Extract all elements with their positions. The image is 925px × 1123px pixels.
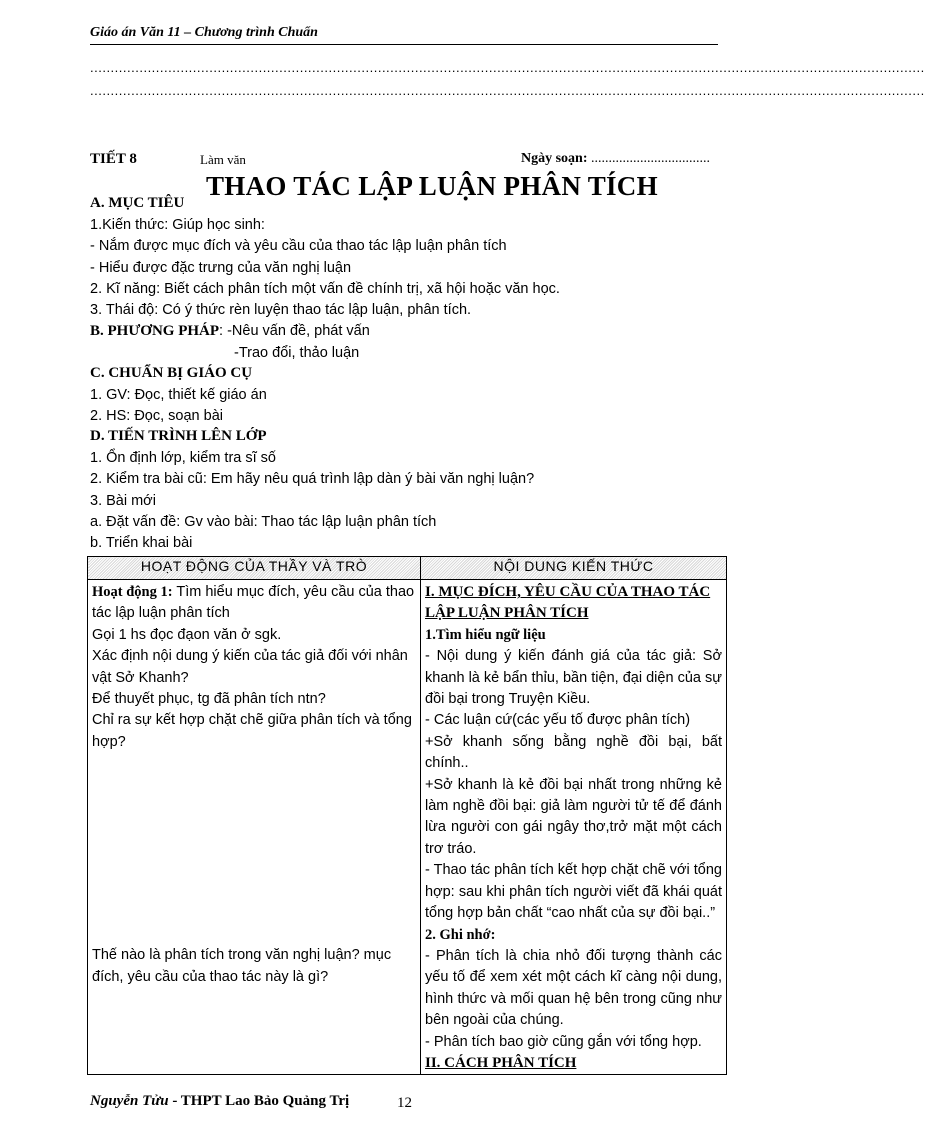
section-d2: 2. Kiểm tra bài cũ: Em hãy nêu quá trình lập dàn ý bài văn nghị luận? (90, 471, 535, 487)
section-d-title: D. TIẾN TRÌNH LÊN LỚP (90, 428, 267, 444)
dotted-line-1: ........................................................................................................................................................................................................... (90, 60, 925, 75)
content-paragraph: - Phân tích bao giờ cũng gắn với tổng hợp. (425, 1033, 702, 1050)
activity-1-text: Tìm hiểu mục đích, yêu cầu của thao tác lập luận phân tích (92, 584, 415, 622)
activity-line: Chỉ ra sự kết hợp chặt chẽ giữa phân tích và tổng hợp? (92, 712, 412, 750)
page-title: THAO TÁC LẬP LUẬN PHÂN TÍCH (206, 171, 658, 201)
section-c-title: C. CHUẨN BỊ GIÁO CỤ (90, 365, 253, 381)
content-paragraph: +Sở khanh sống bằng nghề đồi bại, bất chính.. (425, 733, 722, 772)
activity-line: Xác định nội dung ý kiến của tác giả đối với nhân vật Sở Khanh? (92, 648, 408, 686)
section-d3b: b. Triển khai bài (90, 535, 193, 551)
section-a1a: - Nắm được mục đích và yêu cầu của thao tác lập luận phân tích (90, 238, 507, 254)
section-d1: 1. Ổn định lớp, kiểm tra sĩ số (90, 450, 277, 466)
section-b2: -Trao đổi, thảo luận (234, 345, 360, 361)
date-label: Ngày soạn: (521, 151, 588, 166)
content-cell (421, 580, 727, 1075)
header-rule (90, 44, 718, 45)
activity-1 (92, 582, 416, 625)
section-c1: 1. GV: Đọc, thiết kế giáo án (90, 387, 267, 403)
activity-line: Thế nào là phân tích trong văn nghị luận? mục đích, yêu cầu của thao tác này là gì? (92, 947, 392, 985)
content-paragraph: - Nội dung ý kiến đánh giá của tác giả: Sở khanh là kẻ bẩn thỉu, bần tiện, đại diện của sự đồi bại trong Truyện Kiều. (425, 648, 722, 708)
lesson-table (87, 556, 727, 1075)
content-subsection-2: 2. Ghi nhớ: (425, 926, 496, 943)
table-header-content: NỘI DUNG KIẾN THỨC (421, 557, 727, 580)
content-paragraph: - Phân tích là chia nhỏ đối tượng thành các yếu tố để xem xét một cách kĩ càng nội dung, hình thức và mối quan hệ bên trong cũng như bên ngoài của chúng. (425, 947, 722, 1029)
section-d3: 3. Bài mới (90, 493, 156, 509)
lesson-number: TIẾT 8 (90, 151, 137, 167)
activity-line: Gọi 1 hs đọc đạon văn ở sgk. (92, 626, 282, 643)
content-section-2-title: II. CÁCH PHÂN TÍCH (425, 1054, 577, 1071)
table-header-activities: HOẠT ĐỘNG CỦA THẦY VÀ TRÒ (88, 557, 421, 580)
date-dots: .................................. (591, 151, 711, 166)
content-paragraph: - Các luận cứ(các yếu tố được phân tích) (425, 712, 691, 729)
page-number: 12 (397, 1095, 412, 1111)
section-a2: 2. Kĩ năng: Biết cách phân tích một vấn đề chính trị, xã hội hoặc văn học. (90, 281, 560, 297)
date-prepared (521, 151, 710, 167)
footer-author: Nguyễn Tửu (90, 1093, 169, 1109)
footer (90, 1093, 349, 1110)
section-b1: : -Nêu vấn đề, phát vấn (219, 323, 370, 339)
activity-line: Để thuyết phục, tg đã phân tích ntn? (92, 691, 326, 708)
activity-1-label: Hoạt động 1: (92, 584, 173, 600)
lesson-category: Làm văn (200, 152, 246, 167)
section-a3: 3. Thái độ: Có ý thức rèn luyện thao tác lập luận, phân tích. (90, 302, 472, 318)
section-b-title: B. PHƯƠNG PHÁP (90, 323, 220, 339)
section-c2: 2. HS: Đọc, soạn bài (90, 408, 223, 424)
section-a1b: - Hiểu được đặc trưng của văn nghị luận (90, 260, 352, 276)
section-b (90, 323, 370, 340)
section-a-title: A. MỤC TIÊU (90, 195, 185, 211)
content-section-1-title: I. MỤC ĐÍCH, YÊU CẦU CỦA THAO TÁC LẬP LUẬN PHÂN TÍCH (425, 584, 711, 622)
dotted-line-2: ........................................................................................................................................................................................................... (90, 83, 925, 98)
activities-cell (88, 580, 421, 1075)
header-title: Giáo án Văn 11 – Chương trình Chuẩn (90, 25, 318, 40)
content-subsection-1: 1.Tìm hiểu ngữ liệu (425, 626, 546, 643)
section-a1: 1.Kiến thức: Giúp học sinh: (90, 217, 265, 233)
footer-school: - THPT Lao Bảo Quảng Trị (168, 1093, 350, 1109)
content-paragraph: - Thao tác phân tích kết hợp chặt chẽ với tổng hợp: sau khi phân tích người viết đã khái quát tổng hợp bản chất “cao nhất của sự đồi bại..” (425, 862, 722, 922)
content-paragraph: +Sở khanh là kẻ đồi bại nhất trong những kẻ làm nghề đồi bại: giả làm người tử tế để đánh lừa người con gái ngây thơ,trở mặt một cách trơ tráo. (425, 776, 722, 857)
section-d3a: a. Đặt vấn đề: Gv vào bài: Thao tác lập luận phân tích (90, 514, 437, 530)
